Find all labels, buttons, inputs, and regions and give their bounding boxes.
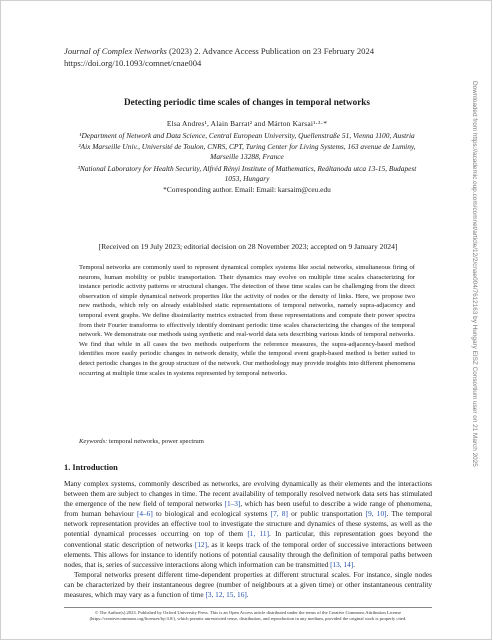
citation-link[interactable]: [1, 11]	[247, 529, 270, 539]
citation-link[interactable]: [12]	[194, 539, 208, 549]
body-text-segment: to biological and ecological systems	[152, 509, 271, 519]
body-text-segment: . In particular, this representation goes beyond the conventional static description of networks	[64, 529, 432, 549]
keywords-text: temporal networks, power spectrum	[107, 438, 204, 445]
section-heading: 1. Introduction	[64, 463, 118, 472]
body-paragraph	[64, 570, 432, 600]
citation-link[interactable]: [7, 8]	[270, 509, 288, 519]
journal-header	[64, 45, 444, 69]
introduction-body	[64, 479, 432, 600]
affiliation-3: ³National Laboratory for Health Security, Alfréd Rényi Institute of Mathematics, Reáltanoda utca 13-15, Budapest 1053, Hungary	[77, 163, 417, 183]
citation-link[interactable]: [13, 14]	[330, 559, 354, 569]
abstract: Temporal networks are commonly used to represent dynamical complex systems like social networks, simultaneous firing of neurons, human mobility or public transportation. Their dynamics may evolve on multiple time scales characterizing for instance periodic activity patterns or structural changes. The detection of these time scales can be challenging from the direct observation of simple dynamical network properties like the activity of nodes or the density of links. Here, we propose two new methods, which rely on already established static representations of temporal networks, namely supra-adjacency and temporal event graphs. We define dissimilarity metrics extracted from these representations and compute their power spectra from their Fourier transforms to effectively identify dominant periodic time scales characterizing the changes of the temporal network. We demonstrate our methods using synthetic and real-world data sets describing various kinds of temporal networks. We find that while in all cases the two methods outperform the reference measures, the supra-adjacency-based method identifies more easily periodic changes in network density, while the temporal event graph-based method is better suited to detect periodic changes in the group structure of the network. Our methodology may provide insights into different phenomena occurring at multiple time scales in systems represented by temporal networks.	[79, 264, 415, 377]
body-text-segment: Many complex systems, commonly described as networks, are evolving dynamically as their elements and the interactions between them are subject to changes in time. The recent availability of temporally resolved network data sets has stimulated the emergence of the new field of temporal networks	[64, 479, 432, 509]
keywords-label: Keywords:	[79, 438, 108, 445]
body-text-segment: .	[353, 559, 355, 569]
received-dates: [Received on 19 July 2023; editorial decision on 28 November 2023; accepted on 9 January 2024]	[98, 242, 398, 251]
paper-title: Detecting periodic time scales of changes in temporal networks	[124, 97, 370, 107]
download-notice: Downloaded from https://academic.oup.com/comnet/article/12/2/cnae004/7612163 by Hungary EISZ Consortium user on 21 March 2025	[471, 81, 478, 467]
body-text-segment: Temporal networks present different time-dependent properties at different structural scales. For instance, single nodes can be characterized by their instantaneous degree (number of neighbours at a given time) or other instantaneous centrality measures, which may vary as a function of time	[64, 569, 432, 600]
author-list: Elsa Andres¹, Alain Barrat² and Márton Karsai¹·³·*	[166, 119, 328, 128]
footer-divider	[64, 607, 432, 608]
journal-name: Journal of Complex Networks	[64, 46, 167, 56]
doi-link[interactable]: https://doi.org/10.1093/comnet/cnae004	[64, 58, 202, 68]
affiliation-1: ¹Department of Network and Data Science, Central European University, Quellenstraße 51, Vienna 1100, Austria	[79, 131, 415, 140]
body-text-segment: or public transportation	[287, 509, 366, 519]
affiliations	[71, 131, 423, 195]
body-text-segment: . The temporal network representation provides an effective tool to investigate the structure and dynamics of these systems, as well as the potential dynamical processes occurring on top of them	[64, 509, 432, 539]
journal-issue-info: (2023) 2. Advance Access Publication on 23 February 2024	[166, 46, 375, 56]
citation-link[interactable]: [3, 12, 15, 16]	[205, 590, 247, 600]
corresponding-author: *Corresponding author. Email: Email: karsaim@ceu.edu	[163, 185, 331, 195]
body-text-segment: .	[246, 590, 249, 600]
keywords	[79, 438, 415, 445]
journal-citation	[64, 45, 444, 57]
body-text-segment: , as it keeps track of the temporal order of successive interactions between elements. This allows for instance to identify notions of potential causality through the definition of temporal paths between nodes, that is, series of successive interactions along which information can be transmitted	[64, 539, 432, 569]
citation-link[interactable]: [9, 10]	[365, 509, 387, 519]
license-footer: © The Author(s) 2023. Published by Oxford University Press. This is an Open Access article distributed under the terms of the Creative Commons Attribution License (https://creativecommons.org/licenses/by/4.0/), which permits unrestricted reuse, distribution, and reproduction in any medium, provided the original work is properly cited.	[89, 610, 407, 621]
citation-link[interactable]: [1–3]	[224, 499, 241, 509]
body-text-segment: , which has been useful to describe a wide range of phenomena, from human behaviour	[64, 499, 432, 519]
body-paragraph	[64, 479, 432, 570]
citation-link[interactable]: [4–6]	[136, 509, 153, 519]
affiliation-2: ²Aix Marseille Univ., Université de Toulon, CNRS, CPT, Turing Center for Living Systems, 163 avenue de Luminy, Marseille 13288, France	[78, 142, 416, 162]
